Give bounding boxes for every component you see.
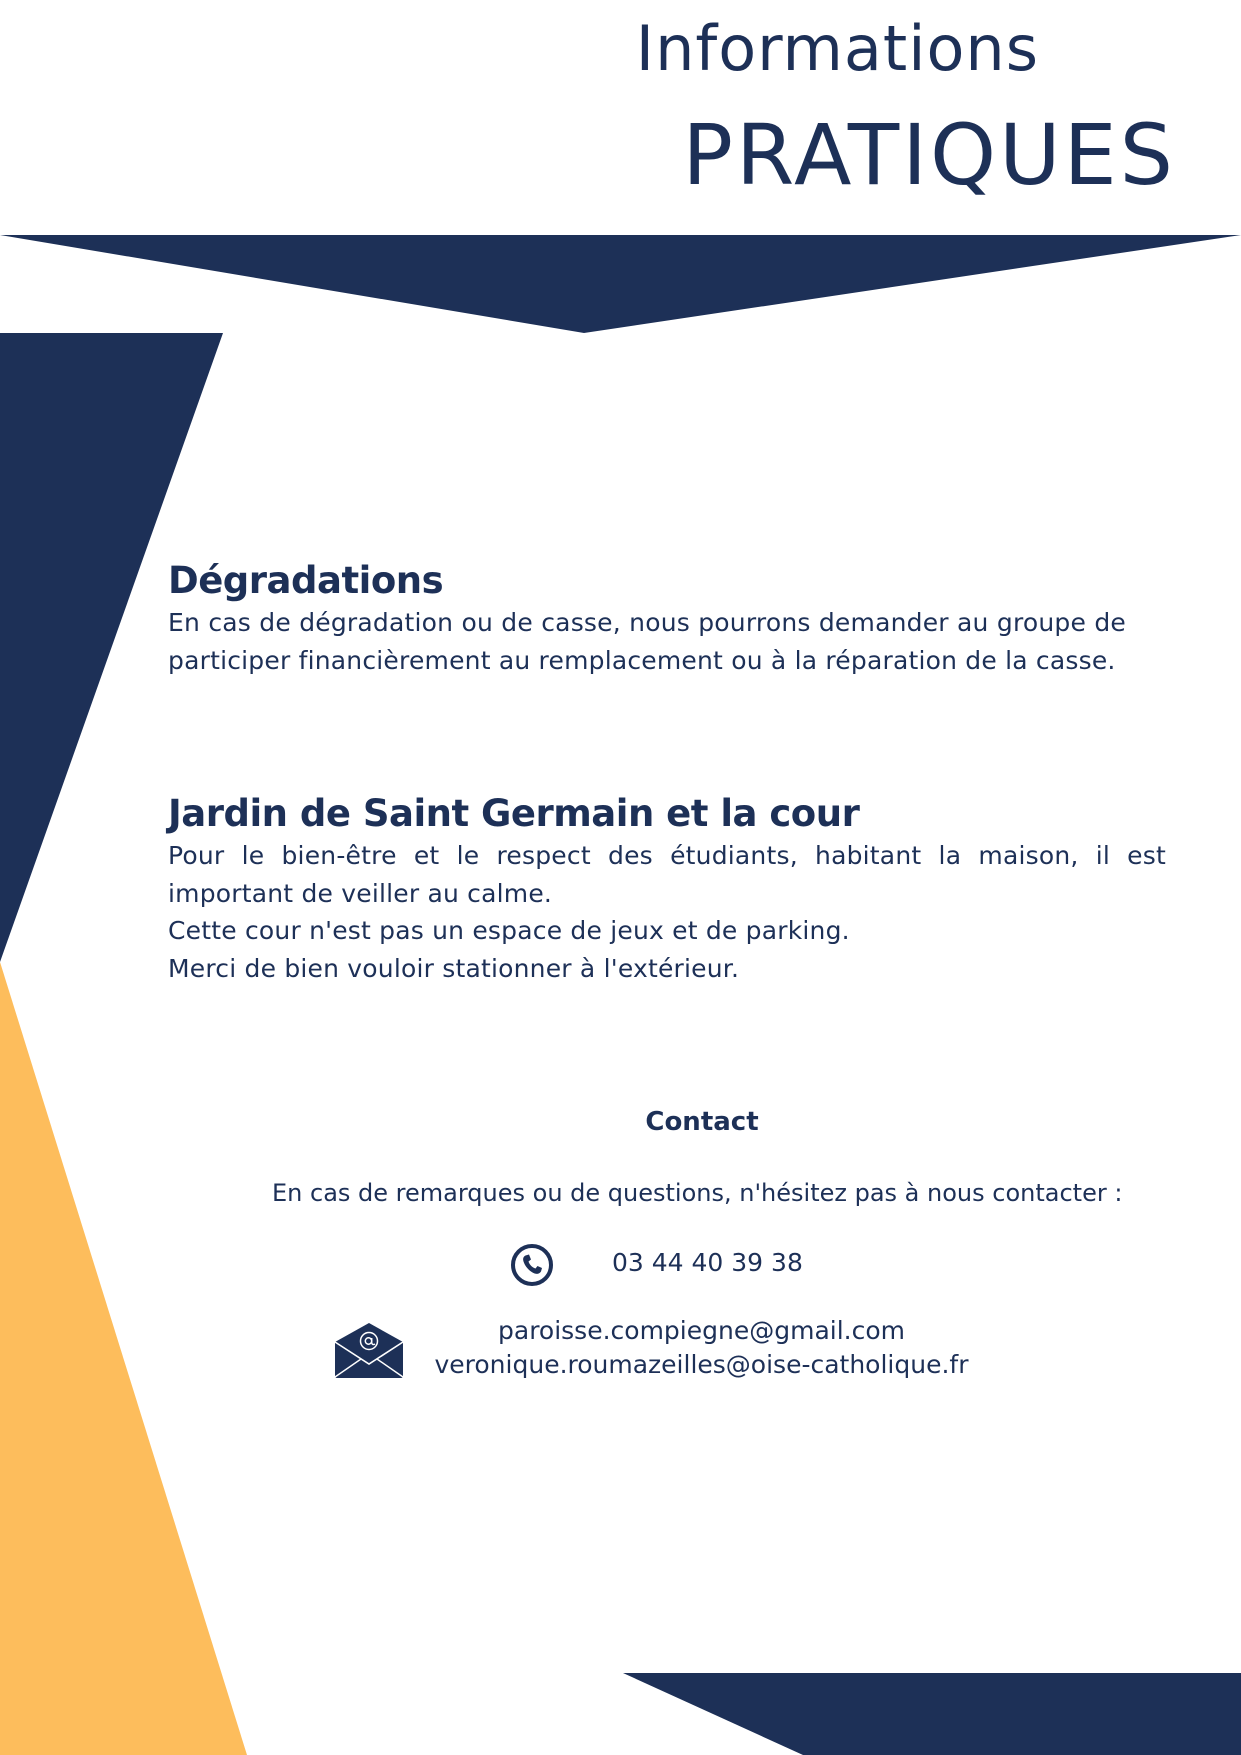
left-yellow-shape: [0, 962, 247, 1755]
contact-email-link[interactable]: paroisse.compiegne@gmail.com: [498, 1316, 905, 1345]
contact-emails: [420, 1314, 983, 1382]
contact-email-link[interactable]: veronique.roumazeilles@oise-catholique.fr: [434, 1350, 969, 1379]
section-paragraph: En cas de dégradation ou de casse, nous pourrons demander au groupe de participer financièrement au remplacement ou à la réparation de la casse.: [168, 608, 1126, 675]
section-paragraph: Pour le bien-être et le respect des étudiants, habitant la maison, il est important de veiller au calme.: [168, 841, 1166, 908]
section-heading: Jardin de Saint Germain et la cour: [168, 792, 860, 835]
section-degradations: [168, 558, 1126, 679]
section-paragraph: Merci de bien vouloir stationner à l'extérieur.: [168, 953, 740, 983]
bottom-right-navy-shape: [623, 1673, 1241, 1755]
section-jardin: [168, 791, 1166, 987]
header-title-pratiques: PRATIQUES: [682, 106, 1176, 204]
contact-title: Contact: [645, 1107, 759, 1137]
contact-intro: En cas de remarques ou de questions, n'hésitez pas à nous contacter :: [272, 1179, 1123, 1207]
section-heading: Dégradations: [168, 559, 444, 602]
header-title-informations: Informations: [635, 12, 1039, 85]
top-banner-shape: [0, 235, 1241, 333]
section-paragraph: Cette cour n'est pas un espace de jeux et de parking.: [168, 916, 850, 945]
phone-icon: [510, 1243, 554, 1287]
contact-phone-number[interactable]: 03 44 40 39 38: [612, 1248, 803, 1277]
envelope-at-icon: [331, 1320, 407, 1380]
